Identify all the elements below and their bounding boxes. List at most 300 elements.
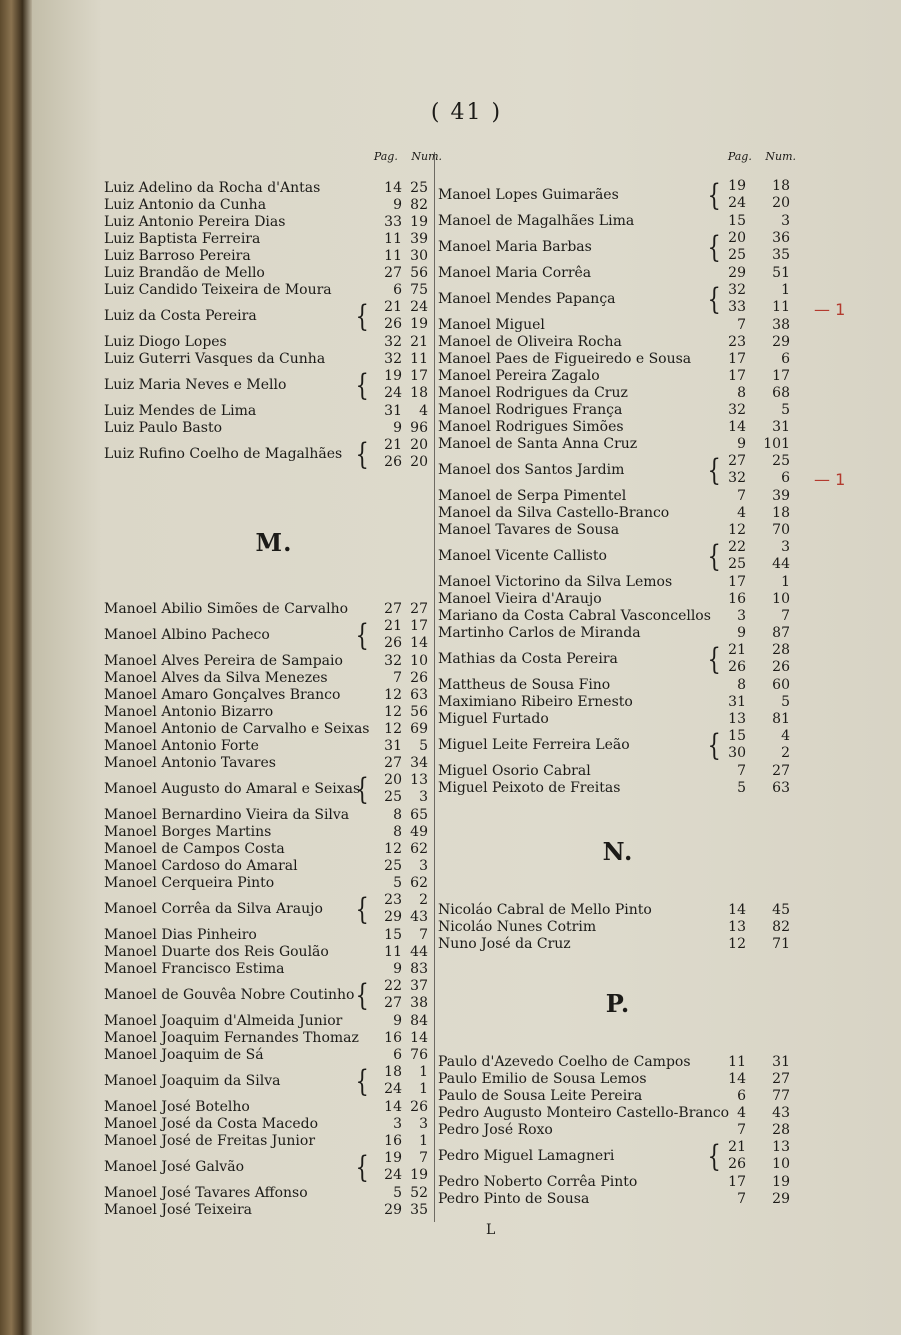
index-entry xyxy=(438,488,798,505)
entry-page: 8 xyxy=(393,807,402,823)
entry-number: 36 xyxy=(772,230,790,246)
entry-number: 10 xyxy=(410,653,428,669)
index-entry xyxy=(104,180,444,197)
entry-number: 20 xyxy=(772,195,790,211)
index-entry xyxy=(438,419,798,436)
entry-number: 31 xyxy=(772,419,790,435)
brace-glyph: { xyxy=(355,437,369,472)
entry-number: 20 xyxy=(410,437,428,453)
entry-number: 60 xyxy=(772,677,790,693)
entry-page: 6 xyxy=(393,1047,402,1063)
entry-name: Nicoláo Cabral de Mello Pinto xyxy=(438,902,652,918)
entry-page: 32 xyxy=(384,351,402,367)
entry-name: Luiz Diogo Lopes xyxy=(104,334,227,350)
entry-number: 35 xyxy=(772,247,790,263)
entry-name: Manoel Cardoso do Amaral xyxy=(104,858,298,874)
entry-name: Manoel Lopes Guimarães xyxy=(438,187,619,203)
entry-name: Manoel de Gouvêa Nobre Coutinho xyxy=(104,987,355,1003)
entry-number: 70 xyxy=(772,522,790,538)
entry-number: 1 xyxy=(781,282,790,298)
entry-page: 9 xyxy=(393,197,402,213)
entry-number: 39 xyxy=(772,488,790,504)
entry-name: Luiz da Costa Pereira xyxy=(104,308,257,324)
index-entry xyxy=(438,728,798,763)
entry-number: 63 xyxy=(410,687,428,703)
entry-name: Manoel Antonio de Carvalho e Seixas xyxy=(104,721,370,737)
index-entry xyxy=(104,978,444,1013)
entry-name: Manoel Bernardino Vieira da Silva xyxy=(104,807,350,823)
entry-name: Manoel Vicente Callisto xyxy=(438,548,607,564)
entry-number: 3 xyxy=(419,1116,428,1132)
margin-mark: — 1 xyxy=(814,470,846,489)
entry-name: Manoel Victorino da Silva Lemos xyxy=(438,574,673,590)
entry-name: Manoel José Tavares Affonso xyxy=(104,1185,308,1201)
entry-number: 77 xyxy=(772,1088,790,1104)
entry-page: 12 xyxy=(728,936,746,952)
page-number: ( 41 ) xyxy=(430,100,503,125)
index-entry xyxy=(104,1116,444,1133)
brace-glyph: { xyxy=(707,453,721,488)
entry-number: 27 xyxy=(772,1071,790,1087)
brace-glyph: { xyxy=(355,978,369,1013)
entry-page: 4 xyxy=(737,505,746,521)
entry-number: 30 xyxy=(410,248,428,264)
entry-page: 7 xyxy=(393,670,402,686)
entry-page: 21 xyxy=(384,299,402,315)
entry-name: Manoel Maria Corrêa xyxy=(438,265,592,281)
entry-name: Manoel Albino Pacheco xyxy=(104,627,270,643)
entry-page: 29 xyxy=(384,909,402,925)
entry-page: 31 xyxy=(384,403,402,419)
index-entry xyxy=(104,807,444,824)
index-entry xyxy=(438,780,798,797)
index-entry xyxy=(438,694,798,711)
entry-page: 4 xyxy=(737,1105,746,1121)
entry-name: Luiz Guterri Vasques da Cunha xyxy=(104,351,326,367)
entry-page: 25 xyxy=(728,556,746,572)
entry-page: 33 xyxy=(384,214,402,230)
entry-name: Manoel Paes de Figueiredo e Sousa xyxy=(438,351,692,367)
entry-name: Miguel Furtado xyxy=(438,711,549,727)
entry-page: 26 xyxy=(384,454,402,470)
entry-name: Pedro Miguel Lamagneri xyxy=(438,1148,615,1164)
index-entry xyxy=(104,197,444,214)
entry-number: 14 xyxy=(410,635,428,651)
letter-heading-n: N. xyxy=(602,837,634,866)
entry-number: 4 xyxy=(419,403,428,419)
entry-name: Luiz Maria Neves e Mello xyxy=(104,377,287,393)
entry-name: Manoel Rodrigues da Cruz xyxy=(438,385,628,401)
entry-page: 13 xyxy=(728,919,746,935)
entry-name: Manoel Maria Barbas xyxy=(438,239,592,255)
entry-name: Manoel da Silva Castello-Branco xyxy=(438,505,670,521)
entry-number: 1 xyxy=(781,574,790,590)
index-entry xyxy=(104,738,444,755)
entry-name: Manoel Rodrigues França xyxy=(438,402,623,418)
entry-page: 5 xyxy=(737,780,746,796)
index-entry xyxy=(104,721,444,738)
entry-name: Manoel Dias Pinheiro xyxy=(104,927,257,943)
index-entry xyxy=(438,902,798,919)
entry-name: Manoel Tavares de Sousa xyxy=(438,522,620,538)
index-entry xyxy=(104,1030,444,1047)
entry-number: 45 xyxy=(772,902,790,918)
index-entry xyxy=(104,351,444,368)
entry-page: 24 xyxy=(728,195,746,211)
index-entry xyxy=(438,1054,798,1071)
index-entry xyxy=(104,1202,444,1219)
entry-name: Manoel Miguel xyxy=(438,317,545,333)
index-entry xyxy=(438,317,798,334)
index-entry xyxy=(104,368,444,403)
brace-glyph: { xyxy=(355,618,369,653)
entry-number: 56 xyxy=(410,704,428,720)
entry-name: Nicoláo Nunes Cotrim xyxy=(438,919,597,935)
index-entry xyxy=(438,522,798,539)
entry-page: 29 xyxy=(384,1202,402,1218)
entry-page: 29 xyxy=(728,265,746,281)
entry-page: 32 xyxy=(384,653,402,669)
entry-number: 27 xyxy=(410,601,428,617)
entry-name: Manoel Joaquim de Sá xyxy=(104,1047,264,1063)
entry-page: 17 xyxy=(728,574,746,590)
index-entry xyxy=(438,1105,798,1122)
entry-page: 14 xyxy=(728,419,746,435)
entry-page: 12 xyxy=(384,721,402,737)
entry-name: Manoel Alves da Silva Menezes xyxy=(104,670,328,686)
entry-name: Manoel Augusto do Amaral e Seixas xyxy=(104,781,361,797)
entry-number: 29 xyxy=(772,334,790,350)
index-entry xyxy=(104,892,444,927)
entry-page: 15 xyxy=(728,728,746,744)
entry-page: 19 xyxy=(384,1150,402,1166)
entry-name: Mattheus de Sousa Fino xyxy=(438,677,611,693)
margin-mark: — 1 xyxy=(814,300,846,319)
brace-glyph: { xyxy=(707,539,721,574)
index-entry xyxy=(104,420,444,437)
entry-page: 30 xyxy=(728,745,746,761)
entry-page: 3 xyxy=(393,1116,402,1132)
entry-name: Nuno José da Cruz xyxy=(438,936,571,952)
entry-page: 9 xyxy=(393,420,402,436)
entry-name: Pedro Pinto de Sousa xyxy=(438,1191,590,1207)
entry-number: 7 xyxy=(419,927,428,943)
entry-number: 43 xyxy=(772,1105,790,1121)
index-entry xyxy=(104,282,444,299)
entry-number: 83 xyxy=(410,961,428,977)
brace-glyph: { xyxy=(355,1150,369,1185)
num-header: Num. xyxy=(765,150,796,163)
entry-page: 23 xyxy=(384,892,402,908)
entry-page: 9 xyxy=(393,961,402,977)
entry-name: Manoel de Magalhães Lima xyxy=(438,213,635,229)
index-entry xyxy=(104,704,444,721)
entry-name: Manoel Antonio Forte xyxy=(104,738,259,754)
index-entry xyxy=(438,1174,798,1191)
brace-glyph: { xyxy=(707,282,721,317)
index-entry xyxy=(438,334,798,351)
brace-glyph: { xyxy=(355,368,369,403)
entry-number: 20 xyxy=(410,454,428,470)
entry-number: 38 xyxy=(410,995,428,1011)
index-entry xyxy=(104,403,444,420)
entry-number: 19 xyxy=(410,316,428,332)
column-header xyxy=(438,150,798,168)
entry-name: Manoel José de Freitas Junior xyxy=(104,1133,316,1149)
entry-page: 3 xyxy=(737,608,746,624)
entry-name: Luiz Antonio da Cunha xyxy=(104,197,267,213)
index-entry xyxy=(104,214,444,231)
entry-number: 39 xyxy=(410,231,428,247)
entry-number: 51 xyxy=(772,265,790,281)
index-entry xyxy=(438,591,798,608)
entry-page: 9 xyxy=(737,625,746,641)
entry-number: 38 xyxy=(772,317,790,333)
entry-number: 25 xyxy=(772,453,790,469)
entry-name: Luiz Paulo Basto xyxy=(104,420,223,436)
entry-name: Manoel Rodrigues Simões xyxy=(438,419,624,435)
entry-number: 21 xyxy=(410,334,428,350)
index-entry xyxy=(438,642,798,677)
entry-number: 5 xyxy=(781,694,790,710)
brace-glyph: { xyxy=(355,1064,369,1099)
entry-name: Luiz Baptista Ferreira xyxy=(104,231,261,247)
entry-page: 32 xyxy=(728,402,746,418)
entry-number: 4 xyxy=(781,728,790,744)
entry-page: 17 xyxy=(728,368,746,384)
entry-name: Manoel Vieira d'Araujo xyxy=(438,591,602,607)
entry-number: 13 xyxy=(772,1139,790,1155)
brace-glyph: { xyxy=(707,728,721,763)
entry-number: 101 xyxy=(763,436,790,452)
entry-name: Luiz Rufino Coelho de Magalhães xyxy=(104,446,343,462)
entry-number: 87 xyxy=(772,625,790,641)
entry-number: 69 xyxy=(410,721,428,737)
index-entry xyxy=(104,437,444,472)
index-entry xyxy=(104,755,444,772)
entry-page: 12 xyxy=(384,704,402,720)
entry-number: 13 xyxy=(410,772,428,788)
entry-page: 9 xyxy=(393,1013,402,1029)
entry-page: 8 xyxy=(737,677,746,693)
entry-page: 14 xyxy=(728,902,746,918)
entry-page: 15 xyxy=(384,927,402,943)
entry-number: 34 xyxy=(410,755,428,771)
entry-number: 29 xyxy=(772,1191,790,1207)
index-entry xyxy=(438,763,798,780)
entry-name: Miguel Peixoto de Freitas xyxy=(438,780,621,796)
entry-number: 28 xyxy=(772,1122,790,1138)
entry-number: 1 xyxy=(419,1081,428,1097)
entry-name: Pedro José Roxo xyxy=(438,1122,553,1138)
entry-name: Manoel Joaquim da Silva xyxy=(104,1073,281,1089)
p-entries xyxy=(438,1054,798,1208)
entry-number: 27 xyxy=(772,763,790,779)
entry-name: Manoel Corrêa da Silva Araujo xyxy=(104,901,323,917)
entry-page: 17 xyxy=(728,1174,746,1190)
index-entry xyxy=(438,368,798,385)
entry-page: 26 xyxy=(728,1156,746,1172)
entry-number: 6 xyxy=(781,470,790,486)
index-entry xyxy=(438,936,798,953)
entry-number: 56 xyxy=(410,265,428,281)
entry-name: Miguel Osorio Cabral xyxy=(438,763,591,779)
index-entry xyxy=(104,944,444,961)
entry-page: 32 xyxy=(728,470,746,486)
entry-number: 37 xyxy=(410,978,428,994)
entry-name: Manoel Alves Pereira de Sampaio xyxy=(104,653,343,669)
index-entry xyxy=(104,961,444,978)
entry-page: 27 xyxy=(728,453,746,469)
index-entry xyxy=(104,687,444,704)
entry-number: 52 xyxy=(410,1185,428,1201)
entry-number: 26 xyxy=(410,1099,428,1115)
entry-name: Manoel Joaquim Fernandes Thomaz xyxy=(104,1030,359,1046)
entry-name: Manoel José da Costa Macedo xyxy=(104,1116,319,1132)
entry-page: 24 xyxy=(384,1081,402,1097)
entry-page: 13 xyxy=(728,711,746,727)
entry-page: 25 xyxy=(384,858,402,874)
entry-name: Manoel de Santa Anna Cruz xyxy=(438,436,638,452)
entry-page: 6 xyxy=(737,1088,746,1104)
index-entry xyxy=(438,213,798,230)
index-entry xyxy=(104,875,444,892)
entry-page: 7 xyxy=(737,1191,746,1207)
index-entry xyxy=(438,1122,798,1139)
entry-number: 63 xyxy=(772,780,790,796)
entry-number: 1 xyxy=(419,1133,428,1149)
entry-name: Miguel Leite Ferreira Leão xyxy=(438,737,630,753)
entry-name: Luiz Brandão de Mello xyxy=(104,265,265,281)
entry-page: 11 xyxy=(728,1054,746,1070)
entry-name: Manoel Abilio Simões de Carvalho xyxy=(104,601,349,617)
manoel-entries xyxy=(104,601,444,1219)
entry-page: 11 xyxy=(384,944,402,960)
index-entry xyxy=(438,1088,798,1105)
brace-glyph: { xyxy=(707,642,721,677)
entry-name: Manoel Pereira Zagalo xyxy=(438,368,600,384)
entry-number: 43 xyxy=(410,909,428,925)
brace-glyph: { xyxy=(355,299,369,334)
index-entry xyxy=(104,858,444,875)
entry-name: Paulo de Sousa Leite Pereira xyxy=(438,1088,643,1104)
entry-number: 24 xyxy=(410,299,428,315)
entry-name: Manoel Antonio Bizarro xyxy=(104,704,274,720)
entry-number: 44 xyxy=(772,556,790,572)
entry-page: 22 xyxy=(384,978,402,994)
entry-name: Manoel Joaquim d'Almeida Junior xyxy=(104,1013,343,1029)
entry-number: 19 xyxy=(772,1174,790,1190)
entry-page: 15 xyxy=(728,213,746,229)
entry-page: 31 xyxy=(728,694,746,710)
entry-name: Manoel Amaro Gonçalves Branco xyxy=(104,687,341,703)
entry-number: 3 xyxy=(781,539,790,555)
entry-page: 9 xyxy=(737,436,746,452)
entry-page: 21 xyxy=(728,642,746,658)
entry-number: 5 xyxy=(781,402,790,418)
entry-page: 24 xyxy=(384,385,402,401)
entry-page: 20 xyxy=(384,772,402,788)
index-entry xyxy=(104,653,444,670)
index-entry xyxy=(438,453,798,488)
entry-number: 19 xyxy=(410,1167,428,1183)
index-entry xyxy=(104,1013,444,1030)
entry-number: 49 xyxy=(410,824,428,840)
index-entry xyxy=(438,402,798,419)
index-entry xyxy=(104,1064,444,1099)
entry-number: 28 xyxy=(772,642,790,658)
entry-page: 21 xyxy=(384,437,402,453)
entry-page: 6 xyxy=(393,282,402,298)
entry-name: Manoel de Campos Costa xyxy=(104,841,285,857)
entry-number: 18 xyxy=(410,385,428,401)
entry-page: 25 xyxy=(384,789,402,805)
entry-number: 10 xyxy=(772,1156,790,1172)
entry-number: 17 xyxy=(410,618,428,634)
entry-number: 2 xyxy=(781,745,790,761)
entry-page: 24 xyxy=(384,1167,402,1183)
brace-glyph: { xyxy=(707,230,721,265)
index-entry xyxy=(438,230,798,265)
pag-header: Pag. xyxy=(727,150,752,163)
entry-name: Luiz Barroso Pereira xyxy=(104,248,251,264)
entry-number: 17 xyxy=(410,368,428,384)
index-entry xyxy=(438,178,798,213)
entry-number: 18 xyxy=(772,178,790,194)
index-entry xyxy=(104,1133,444,1150)
entry-number: 26 xyxy=(772,659,790,675)
index-entry xyxy=(438,436,798,453)
entry-page: 22 xyxy=(728,539,746,555)
entry-number: 82 xyxy=(772,919,790,935)
entry-number: 11 xyxy=(410,351,428,367)
luiz-entries xyxy=(104,180,444,472)
entry-number: 3 xyxy=(419,789,428,805)
entry-name: Mathias da Costa Pereira xyxy=(438,651,618,667)
entry-page: 11 xyxy=(384,231,402,247)
entry-page: 26 xyxy=(728,659,746,675)
entry-page: 16 xyxy=(384,1030,402,1046)
index-entry xyxy=(104,841,444,858)
entry-page: 14 xyxy=(728,1071,746,1087)
entry-name: Maximiano Ribeiro Ernesto xyxy=(438,694,633,710)
column-header xyxy=(104,150,444,168)
entry-number: 6 xyxy=(781,351,790,367)
entry-number: 18 xyxy=(772,505,790,521)
entry-name: Manoel Francisco Estima xyxy=(104,961,285,977)
entry-number: 1 xyxy=(419,1064,428,1080)
entry-name: Manoel Mendes Papança xyxy=(438,291,616,307)
entry-number: 35 xyxy=(410,1202,428,1218)
index-entry xyxy=(104,772,444,807)
entry-number: 19 xyxy=(410,214,428,230)
manoel-cont-entries xyxy=(438,178,798,797)
index-entry xyxy=(104,618,444,653)
entry-page: 12 xyxy=(728,522,746,538)
entry-page: 12 xyxy=(384,687,402,703)
entry-page: 5 xyxy=(393,875,402,891)
entry-name: Manoel José Galvão xyxy=(104,1159,244,1175)
entry-page: 19 xyxy=(384,368,402,384)
entry-name: Pedro Noberto Corrêa Pinto xyxy=(438,1174,638,1190)
entry-name: Luiz Candido Teixeira de Moura xyxy=(104,282,332,298)
index-entry xyxy=(104,265,444,282)
index-entry xyxy=(104,670,444,687)
n-entries xyxy=(438,902,798,953)
entry-number: 14 xyxy=(410,1030,428,1046)
entry-number: 7 xyxy=(781,608,790,624)
brace-glyph: { xyxy=(355,892,369,927)
